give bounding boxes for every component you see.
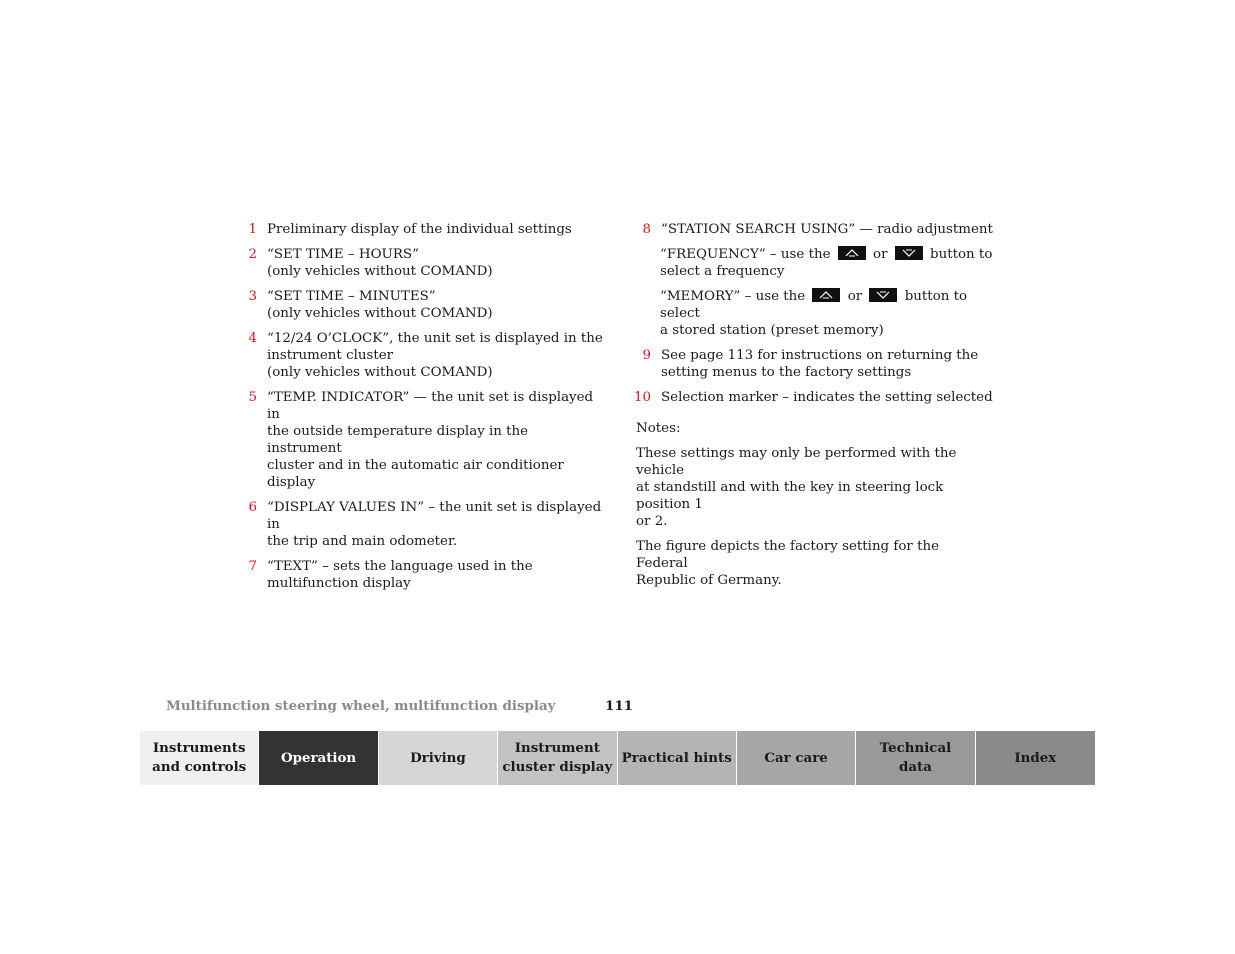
list-item-1 xyxy=(244,221,606,238)
item-text: setting menus to the factory settings xyxy=(661,365,912,380)
section-title: Multifunction steering wheel, multifunction display xyxy=(166,698,556,714)
memory-instruction xyxy=(660,288,994,339)
tab-driving[interactable]: Driving xyxy=(379,731,498,785)
frequency-line xyxy=(660,246,994,263)
item-text: (only vehicles without COMAND) xyxy=(267,365,493,380)
item-number: 6 xyxy=(248,500,257,515)
note-text: at standstill and with the key in steering lock position 1 xyxy=(636,480,944,512)
note-paragraph-2 xyxy=(632,538,994,589)
tab-index[interactable]: Index xyxy=(976,731,1095,785)
section-tab-bar xyxy=(140,731,1095,785)
frequency-post-text: button to xyxy=(930,247,993,262)
item-text: “TEXT” – sets the language used in the xyxy=(267,559,533,574)
item-text: “STATION SEARCH USING” — radio adjustment xyxy=(661,222,993,237)
frequency-line-2: select a frequency xyxy=(660,264,785,279)
list-item-8 xyxy=(632,221,994,238)
tab-instrument-cluster-display[interactable]: Instrument cluster display xyxy=(498,731,617,785)
down-arrow-button-icon xyxy=(869,288,897,302)
item-number: 8 xyxy=(642,222,651,237)
note-text: or 2. xyxy=(636,514,668,529)
memory-or-text: or xyxy=(847,289,863,304)
item-text: Preliminary display of the individual settings xyxy=(267,222,572,237)
list-item-4 xyxy=(244,330,606,381)
item-text: the outside temperature display in the instrument xyxy=(267,424,529,456)
item-text: the trip and main odometer. xyxy=(267,534,458,549)
tab-technical-data[interactable]: Technical data xyxy=(856,731,975,785)
item-number: 2 xyxy=(248,247,257,262)
item-text: See page 113 for instructions on returning the xyxy=(661,348,979,363)
frequency-or-text: or xyxy=(873,247,888,262)
page-number: 111 xyxy=(605,698,633,714)
item-text: “DISPLAY VALUES IN” – the unit set is displayed in xyxy=(267,500,602,532)
item-number: 1 xyxy=(248,222,257,237)
tab-car-care[interactable]: Car care xyxy=(737,731,856,785)
memory-pre-text: “MEMORY” – use the xyxy=(660,289,806,304)
tab-practical-hints[interactable]: Practical hints xyxy=(618,731,737,785)
item-text: Selection marker – indicates the setting selected xyxy=(661,390,993,405)
tab-operation[interactable]: Operation xyxy=(259,731,378,785)
note-text: Republic of Germany. xyxy=(636,573,782,588)
right-column xyxy=(632,221,994,597)
item-number: 5 xyxy=(248,390,257,405)
item-text: instrument cluster xyxy=(267,348,394,363)
list-item-2 xyxy=(244,246,606,280)
left-column xyxy=(244,221,606,600)
tab-instruments-and-controls[interactable]: Instruments and controls xyxy=(140,731,259,785)
item-number: 10 xyxy=(633,390,651,405)
item-text: (only vehicles without COMAND) xyxy=(267,264,493,279)
frequency-pre-text: “FREQUENCY” – use the xyxy=(660,247,831,262)
item-text: “SET TIME – HOURS” xyxy=(267,247,419,262)
memory-line xyxy=(660,288,994,322)
item-number: 7 xyxy=(248,559,257,574)
item-number: 9 xyxy=(642,348,651,363)
memory-line-2: a stored station (preset memory) xyxy=(660,323,884,338)
list-item-9 xyxy=(632,347,994,381)
item-text: (only vehicles without COMAND) xyxy=(267,306,493,321)
list-item-6 xyxy=(244,499,606,550)
item-text: multifunction display xyxy=(267,576,411,591)
item-number: 3 xyxy=(248,289,257,304)
item-text: “12/24 O’CLOCK”, the unit set is displayed in the xyxy=(267,331,603,346)
note-paragraph-1 xyxy=(632,445,994,530)
list-item-7 xyxy=(244,558,606,592)
memory-post-text: button to select xyxy=(660,289,968,321)
list-item-5 xyxy=(244,389,606,491)
item-text: “TEMP. INDICATOR” — the unit set is displayed in xyxy=(267,390,594,422)
up-arrow-button-icon xyxy=(812,288,840,302)
item-number: 4 xyxy=(248,331,257,346)
down-arrow-button-icon xyxy=(895,246,923,260)
item-text: cluster and in the automatic air conditioner display xyxy=(267,458,564,490)
up-arrow-button-icon xyxy=(838,246,866,260)
note-text: These settings may only be performed with the vehicle xyxy=(636,446,957,478)
list-item-3 xyxy=(244,288,606,322)
note-text: The figure depicts the factory setting for the Federal xyxy=(636,539,939,571)
frequency-instruction xyxy=(660,246,994,280)
notes-heading: Notes: xyxy=(636,421,681,436)
item-text: “SET TIME – MINUTES” xyxy=(267,289,436,304)
list-item-10 xyxy=(632,389,994,406)
